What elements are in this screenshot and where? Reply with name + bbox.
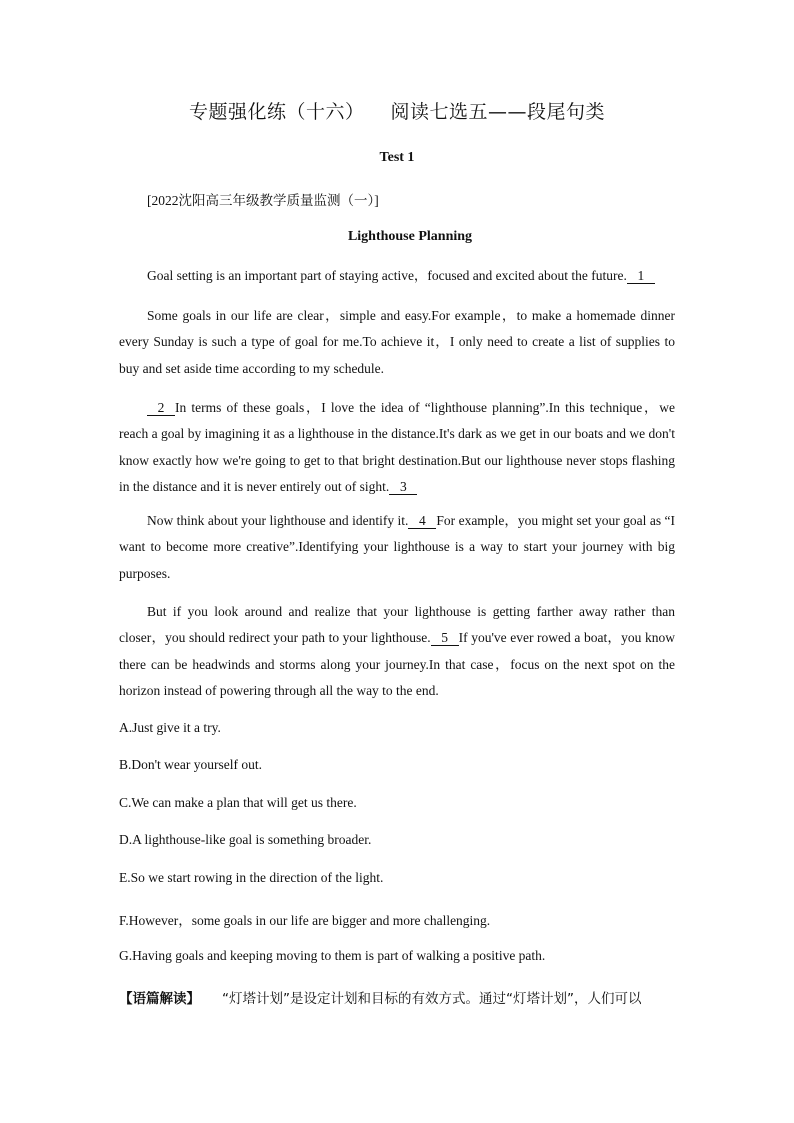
option-c: C.We can make a plan that will get us there. (119, 795, 357, 810)
page-title (0, 97, 794, 124)
option-f: F.However，some goals in our life are bigger and more challenging. (119, 913, 491, 928)
option-g: G.Having goals and keeping moving to them is part of walking a positive path. (119, 948, 546, 963)
analysis-label: 【语篇解读】 (119, 991, 200, 1007)
source-line: [2022沈阳高三年级教学质量监测（一）] (147, 193, 379, 208)
blank-1: 1 (627, 269, 655, 284)
passage-title: Lighthouse Planning (347, 229, 473, 244)
option-e: E.So we start rowing in the direction of the light. (119, 870, 384, 885)
analysis-text: “灯塔计划”是设定计划和目标的有效方式。通过“灯塔计划”，人们可以 (222, 991, 642, 1007)
paragraph-5: But if you look around and realize that your lighthouse is getting farther away rather than closer，you should redirect your path to your lighthouse. 5 If you've ever rowed a boat，you know there can be headwinds and storms along your journey.In that case，focus on the next spot on the horizon instead of powering through all the way to the end. (119, 604, 675, 698)
option-a: A.Just give it a try. (119, 720, 221, 735)
paragraph-4: Now think about your lighthouse and identify it. 4 For example，you might set your goal as “I want to become more creative”.Identifying your lighthouse is a way to start your journey with big purposes. (119, 513, 675, 581)
paragraph-3: 2 In terms of these goals，I love the idea of “lighthouse planning”.In this technique，we reach a goal by imagining it as a lighthouse in the distance.It's dark as we get in our boats and we don't know exactly how we're going to get to that bright destination.But our lighthouse never stops flashing in the distance and it is never entirely out of sight. 3 (119, 400, 675, 494)
title-right: 阅读七选五——段尾句类 (390, 101, 606, 123)
option-b: B.Don't wear yourself out. (119, 757, 263, 772)
paragraph-2: Some goals in our life are clear，simple and easy.For example，to make a homemade dinner every Sunday is such a type of goal for me.To achieve it，I only need to create a list of supplies to buy and set aside time according to my schedule. (119, 308, 675, 376)
test-heading: Test 1 (379, 150, 415, 165)
blank-4: 4 (408, 514, 436, 529)
paragraph-1: Goal setting is an important part of staying active，focused and excited about the future. 1 (119, 263, 675, 289)
blank-2: 2 (147, 401, 175, 416)
option-d: D.A lighthouse-like goal is something broader. (119, 832, 372, 847)
blank-5: 5 (431, 631, 459, 646)
passage-analysis (119, 987, 679, 1007)
blank-3: 3 (389, 480, 417, 495)
title-left: 专题强化练（十六） (188, 101, 365, 123)
